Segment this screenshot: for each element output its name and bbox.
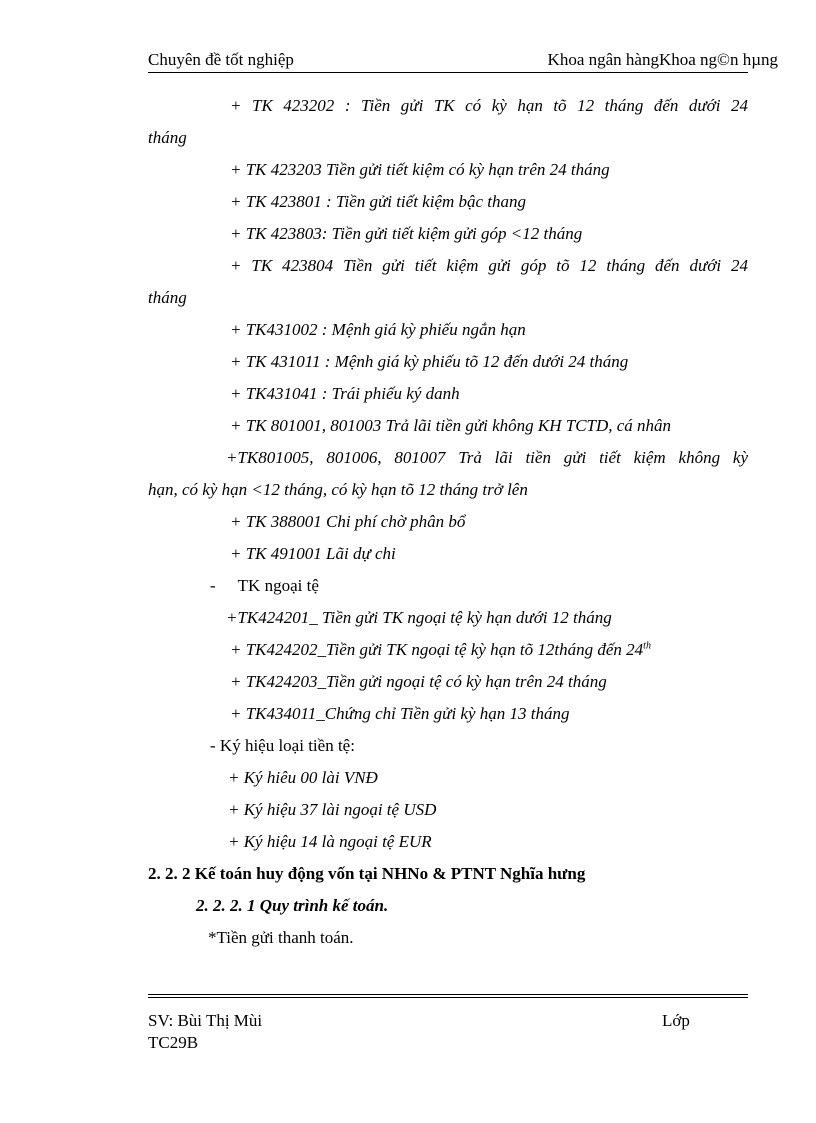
star-line: *Tiền gửi thanh toán.: [208, 928, 354, 947]
body-line: + TK 431011 : Mệnh giá kỳ phiếu tõ 12 đến dưới 24 tháng: [230, 352, 629, 371]
body-line: + TK 423804 Tiền gửi tiết kiệm gửi góp tõ 12 tháng đến dưới 24: [230, 256, 748, 275]
body-line: + TK 423202 : Tiền gửi TK có kỳ hạn tõ 12 tháng đến dưới 24: [230, 96, 748, 115]
body-line: + TK 423803: Tiền gửi tiết kiệm gửi góp <12 tháng: [230, 224, 583, 243]
fx-line: + TK434011_Chứng chỉ Tiền gửi kỳ hạn 13 tháng: [230, 704, 570, 723]
header-rule: [148, 72, 748, 73]
header-left-title: Chuyên đề tốt nghiệp: [148, 50, 294, 69]
fx-line: + TK424203_Tiền gửi ngoại tệ có kỳ hạn trên 24 tháng: [230, 672, 607, 691]
body-line: + TK431041 : Trái phiếu ký danh: [230, 384, 460, 403]
body-line: + TK 491001 Lãi dự chi: [230, 544, 396, 563]
superscript: th: [643, 640, 651, 652]
body-line: + TK 423801 : Tiền gửi tiết kiệm bậc thang: [230, 192, 527, 211]
body-line: + TK431002 : Mệnh giá kỳ phiếu ngắn hạn: [230, 320, 526, 339]
subsection-heading: 2. 2. 2. 1 Quy trình kế toán.: [196, 896, 389, 915]
body-line: + TK 423203 Tiền gửi tiết kiệm có kỳ hạn trên 24 tháng: [230, 160, 610, 179]
fx-heading: [148, 570, 748, 602]
document-body: [148, 90, 748, 954]
footer-class-label: Lớp: [662, 1011, 690, 1030]
body-line: tháng: [148, 288, 187, 307]
footer-student: SV: Bùi Thị Mùi: [148, 1011, 263, 1030]
body-line: + TK 801001, 801003 Trả lãi tiền gửi không KH TCTD, cá nhân: [230, 416, 672, 435]
footer-rule: [148, 994, 748, 995]
header-right-title: Khoa ngân hàngKhoa ng©n hµng: [547, 50, 778, 69]
body-line: +TK801005, 801006, 801007 Trả lãi tiền gửi tiết kiệm không kỳ: [226, 448, 748, 467]
page-header: [148, 50, 778, 72]
fx-line: [148, 634, 748, 666]
currency-line: + Ký hiệu 37 lài ngoại tệ USD: [228, 800, 437, 819]
currency-heading: - Ký hiệu loại tiền tệ:: [210, 736, 355, 755]
fx-line: +TK424201_ Tiền gửi TK ngoại tệ kỳ hạn dưới 12 tháng: [226, 608, 612, 627]
footer-rule: [148, 997, 748, 998]
body-line: hạn, có kỳ hạn <12 tháng, có kỳ hạn tõ 12 tháng trở lên: [148, 480, 528, 499]
body-line: tháng: [148, 128, 187, 147]
dash-bullet: -: [210, 576, 216, 595]
fx-heading-label: TK ngoại tệ: [237, 576, 319, 595]
footer-class-code: TC29B: [148, 1033, 199, 1052]
currency-line: + Ký hiêu 00 lài VNĐ: [228, 768, 378, 787]
currency-line: + Ký hiệu 14 là ngoại tệ EUR: [228, 832, 432, 851]
fx-line-text: + TK424202_Tiền gửi TK ngoại tệ kỳ hạn tõ 12tháng đến 24: [230, 640, 644, 659]
section-heading: 2. 2. 2 Kế toán huy động vốn tại NHNo & PTNT Nghĩa hưng: [148, 864, 586, 883]
body-line: + TK 388001 Chi phí chờ phân bổ: [230, 512, 466, 531]
